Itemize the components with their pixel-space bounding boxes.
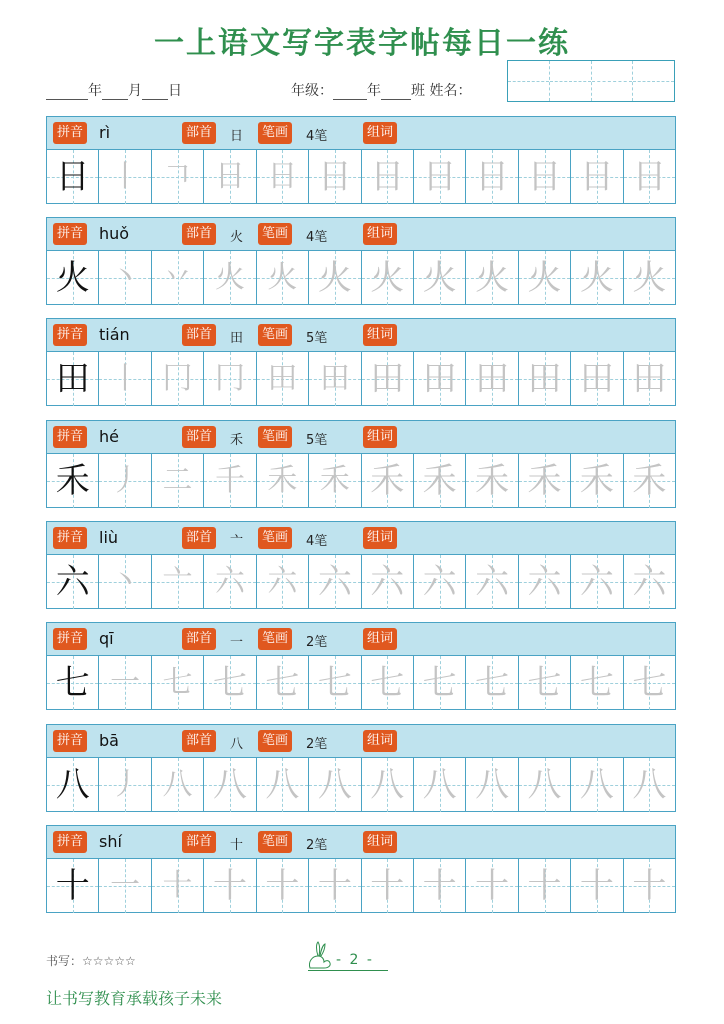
practice-cell[interactable] xyxy=(519,150,571,204)
pinyin-tag: 拼音 xyxy=(53,426,87,448)
practice-cell[interactable] xyxy=(571,859,623,913)
char-info-header xyxy=(47,522,675,555)
practice-cell[interactable] xyxy=(519,859,571,913)
stroke-order-char: 冂 xyxy=(162,361,193,396)
radical-value: 田 xyxy=(230,331,244,346)
stroke-order-char: 𠃍 xyxy=(162,159,193,194)
stroke-order-char: 六 xyxy=(267,564,298,599)
model-char: 七 xyxy=(55,663,90,703)
trace-char: 十 xyxy=(265,866,300,906)
stroke-count-value: 2笔 xyxy=(306,635,328,650)
trace-char: 六 xyxy=(475,562,510,602)
stroke-count-tag: 笔画 xyxy=(258,831,292,853)
trace-char: 禾 xyxy=(632,461,667,501)
pinyin-value: shí xyxy=(99,832,122,851)
practice-cell[interactable] xyxy=(414,859,466,913)
practice-cell[interactable] xyxy=(204,656,256,710)
trace-char: 禾 xyxy=(579,461,614,501)
word-group-tag: 组词 xyxy=(363,426,397,448)
practice-cell[interactable] xyxy=(309,859,361,913)
trace-char: 七 xyxy=(475,663,510,703)
name-writing-box[interactable] xyxy=(507,60,675,102)
practice-cell[interactable] xyxy=(309,758,361,812)
trace-char: 田 xyxy=(422,359,457,399)
grade-label: 年级： xyxy=(291,83,333,99)
practice-cell[interactable] xyxy=(152,758,204,812)
stroke-count-value: 4笔 xyxy=(306,129,328,144)
stroke-count-tag: 笔画 xyxy=(258,223,292,245)
word-group-tag: 组词 xyxy=(363,527,397,549)
practice-cell[interactable] xyxy=(414,656,466,710)
stroke-order-char: 丨 xyxy=(110,361,141,396)
practice-cell[interactable] xyxy=(99,555,151,609)
page-number: - 2 - xyxy=(336,952,374,968)
pinyin-value: qī xyxy=(99,629,114,648)
practice-cell[interactable] xyxy=(362,454,414,508)
practice-cell[interactable] xyxy=(204,251,256,305)
char-section xyxy=(46,116,676,204)
name-cell[interactable] xyxy=(550,61,592,101)
trace-char: 六 xyxy=(527,562,562,602)
model-char-cell xyxy=(47,251,99,305)
pinyin-value: tián xyxy=(99,325,130,344)
practice-cell[interactable] xyxy=(624,150,675,204)
trace-char: 火 xyxy=(317,258,352,298)
practice-cell[interactable] xyxy=(624,251,675,305)
practice-cell[interactable] xyxy=(571,150,623,204)
model-char-cell xyxy=(47,555,99,609)
trace-char: 火 xyxy=(579,258,614,298)
trace-char: 六 xyxy=(317,562,352,602)
trace-char: 七 xyxy=(422,663,457,703)
practice-cell[interactable] xyxy=(99,656,151,710)
word-group-tag: 组词 xyxy=(363,831,397,853)
trace-char: 七 xyxy=(370,663,405,703)
practice-cell[interactable] xyxy=(519,555,571,609)
trace-char: 八 xyxy=(527,765,562,805)
practice-cell[interactable] xyxy=(99,352,151,406)
practice-cell[interactable] xyxy=(257,656,309,710)
writing-grid xyxy=(47,758,675,812)
practice-cell[interactable] xyxy=(362,251,414,305)
trace-char: 火 xyxy=(527,258,562,298)
practice-cell[interactable] xyxy=(519,251,571,305)
stroke-order-char: 丿 xyxy=(110,463,141,498)
char-info-header xyxy=(47,421,675,454)
stroke-count-value: 2笔 xyxy=(306,737,328,752)
practice-cell[interactable] xyxy=(152,352,204,406)
trace-char: 日 xyxy=(370,157,405,197)
writing-grid xyxy=(47,656,675,710)
model-char-cell xyxy=(47,454,99,508)
trace-char: 八 xyxy=(579,765,614,805)
practice-cell[interactable] xyxy=(362,555,414,609)
practice-cell[interactable] xyxy=(571,251,623,305)
trace-char: 八 xyxy=(422,765,457,805)
trace-char: 禾 xyxy=(422,461,457,501)
stroke-order-char: 日 xyxy=(267,159,298,194)
stroke-order-char: 二 xyxy=(162,463,193,498)
practice-cell[interactable] xyxy=(99,758,151,812)
practice-cell[interactable] xyxy=(204,859,256,913)
stroke-order-char: 六 xyxy=(214,564,245,599)
practice-cell[interactable] xyxy=(362,859,414,913)
char-section xyxy=(46,724,676,812)
trace-char: 十 xyxy=(579,866,614,906)
practice-cell[interactable] xyxy=(309,251,361,305)
year-blank[interactable] xyxy=(46,83,88,100)
trace-char: 十 xyxy=(422,866,457,906)
practice-cell[interactable] xyxy=(99,859,151,913)
practice-cell[interactable] xyxy=(466,251,518,305)
word-group-tag: 组词 xyxy=(363,122,397,144)
practice-cell[interactable] xyxy=(152,656,204,710)
name-cell[interactable] xyxy=(633,61,674,101)
trace-char: 七 xyxy=(579,663,614,703)
stroke-count-tag: 笔画 xyxy=(258,628,292,650)
practice-cell[interactable] xyxy=(414,251,466,305)
rabbit-icon xyxy=(304,940,336,970)
practice-cell[interactable] xyxy=(257,555,309,609)
practice-cell[interactable] xyxy=(99,150,151,204)
page-underline xyxy=(308,970,388,971)
stroke-count-tag: 笔画 xyxy=(258,730,292,752)
pinyin-value: liù xyxy=(99,528,119,547)
practice-cell[interactable] xyxy=(362,352,414,406)
trace-char: 八 xyxy=(632,765,667,805)
practice-cell[interactable] xyxy=(152,150,204,204)
practice-cell[interactable] xyxy=(414,150,466,204)
practice-cell[interactable] xyxy=(414,555,466,609)
writing-grid xyxy=(47,859,675,913)
model-char-cell xyxy=(47,656,99,710)
writing-grid xyxy=(47,454,675,508)
stroke-count-value: 4笔 xyxy=(306,534,328,549)
stroke-count-value: 4笔 xyxy=(306,230,328,245)
practice-cell[interactable] xyxy=(309,656,361,710)
stroke-order-char: 丶 xyxy=(110,260,141,295)
trace-char: 火 xyxy=(422,258,457,298)
stroke-order-char: 千 xyxy=(214,463,245,498)
grade-blank[interactable] xyxy=(333,83,367,100)
practice-cell[interactable] xyxy=(571,454,623,508)
pinyin-value: rì xyxy=(99,123,111,142)
model-char: 日 xyxy=(55,157,90,197)
model-char: 八 xyxy=(55,765,90,805)
practice-cell[interactable] xyxy=(571,758,623,812)
pinyin-tag: 拼音 xyxy=(53,223,87,245)
trace-char: 八 xyxy=(370,765,405,805)
stroke-order-char: 丿 xyxy=(110,767,141,802)
practice-cell[interactable] xyxy=(624,859,675,913)
radical-tag: 部首 xyxy=(182,730,216,752)
word-group-tag: 组词 xyxy=(363,223,397,245)
pinyin-value: bā xyxy=(99,731,119,750)
practice-cell[interactable] xyxy=(309,454,361,508)
stroke-order-char: 田 xyxy=(267,361,298,396)
practice-cell[interactable] xyxy=(519,454,571,508)
char-section xyxy=(46,217,676,305)
trace-char: 七 xyxy=(317,663,352,703)
slogan: 让书写教育承载孩子未来 xyxy=(46,989,223,1008)
trace-char: 六 xyxy=(632,562,667,602)
practice-cell[interactable] xyxy=(257,150,309,204)
trace-char: 八 xyxy=(317,765,352,805)
practice-cell[interactable] xyxy=(624,758,675,812)
practice-cell[interactable] xyxy=(152,555,204,609)
practice-cell[interactable] xyxy=(466,352,518,406)
pinyin-tag: 拼音 xyxy=(53,527,87,549)
writing-grid xyxy=(47,251,675,305)
practice-cell[interactable] xyxy=(362,758,414,812)
practice-cell[interactable] xyxy=(519,656,571,710)
char-info-header xyxy=(47,623,675,656)
class-blank[interactable] xyxy=(381,83,411,100)
word-group-tag: 组词 xyxy=(363,730,397,752)
date-fields xyxy=(46,80,182,100)
trace-char: 禾 xyxy=(527,461,562,501)
trace-char: 八 xyxy=(212,765,247,805)
practice-cell[interactable] xyxy=(99,251,151,305)
pinyin-tag: 拼音 xyxy=(53,730,87,752)
practice-cell[interactable] xyxy=(204,758,256,812)
grade-fields xyxy=(291,80,471,100)
practice-cell[interactable] xyxy=(152,859,204,913)
trace-char: 七 xyxy=(212,663,247,703)
day-label: 日 xyxy=(168,83,182,99)
stroke-order-char: 禾 xyxy=(319,463,350,498)
practice-cell[interactable] xyxy=(571,656,623,710)
radical-value: 亠 xyxy=(230,534,244,549)
trace-char: 日 xyxy=(317,157,352,197)
practice-cell[interactable] xyxy=(257,454,309,508)
trace-char: 十 xyxy=(632,866,667,906)
radical-tag: 部首 xyxy=(182,628,216,650)
char-section xyxy=(46,521,676,609)
name-label: 姓名： xyxy=(429,83,472,99)
model-char: 六 xyxy=(55,562,90,602)
trace-char: 田 xyxy=(527,359,562,399)
practice-cell[interactable] xyxy=(362,150,414,204)
page-number-area xyxy=(300,940,390,972)
practice-cell[interactable] xyxy=(414,758,466,812)
practice-cell[interactable] xyxy=(571,555,623,609)
practice-cell[interactable] xyxy=(309,352,361,406)
trace-char: 八 xyxy=(265,765,300,805)
radical-tag: 部首 xyxy=(182,324,216,346)
practice-cell[interactable] xyxy=(257,859,309,913)
radical-tag: 部首 xyxy=(182,527,216,549)
trace-char: 田 xyxy=(579,359,614,399)
stroke-count-value: 5笔 xyxy=(306,331,328,346)
practice-cell[interactable] xyxy=(624,352,675,406)
char-section xyxy=(46,622,676,710)
char-section xyxy=(46,420,676,508)
trace-char: 日 xyxy=(527,157,562,197)
trace-char: 禾 xyxy=(475,461,510,501)
class-label: 班 xyxy=(411,83,425,99)
practice-cell[interactable] xyxy=(204,454,256,508)
trace-char: 禾 xyxy=(370,461,405,501)
radical-value: 日 xyxy=(230,129,244,144)
stroke-order-char: 亠 xyxy=(162,564,193,599)
model-char: 禾 xyxy=(55,461,90,501)
pinyin-tag: 拼音 xyxy=(53,628,87,650)
pinyin-tag: 拼音 xyxy=(53,324,87,346)
rating-stars: 书写：☆☆☆☆☆ xyxy=(46,954,136,968)
model-char-cell xyxy=(47,758,99,812)
day-blank[interactable] xyxy=(142,83,168,100)
trace-char: 六 xyxy=(370,562,405,602)
stroke-order-char: 丶 xyxy=(110,564,141,599)
char-info-header xyxy=(47,319,675,352)
trace-char: 八 xyxy=(475,765,510,805)
practice-cell[interactable] xyxy=(309,150,361,204)
practice-cell[interactable] xyxy=(519,758,571,812)
trace-char: 六 xyxy=(422,562,457,602)
practice-cell[interactable] xyxy=(257,352,309,406)
month-label: 月 xyxy=(128,83,142,99)
radical-tag: 部首 xyxy=(182,122,216,144)
radical-value: 十 xyxy=(230,838,244,853)
pinyin-tag: 拼音 xyxy=(53,122,87,144)
trace-char: 十 xyxy=(527,866,562,906)
practice-cell[interactable] xyxy=(204,150,256,204)
stroke-order-char: 丷 xyxy=(162,260,193,295)
stroke-order-char: 十 xyxy=(162,868,193,903)
trace-char: 田 xyxy=(475,359,510,399)
trace-char: 六 xyxy=(579,562,614,602)
trace-char: 十 xyxy=(370,866,405,906)
practice-cell[interactable] xyxy=(624,454,675,508)
char-info-header xyxy=(47,725,675,758)
practice-cell[interactable] xyxy=(414,352,466,406)
stroke-count-tag: 笔画 xyxy=(258,122,292,144)
model-char-cell xyxy=(47,150,99,204)
trace-char: 田 xyxy=(370,359,405,399)
pinyin-value: hé xyxy=(99,427,119,446)
trace-char: 七 xyxy=(632,663,667,703)
practice-cell[interactable] xyxy=(519,352,571,406)
stroke-count-tag: 笔画 xyxy=(258,426,292,448)
stroke-count-tag: 笔画 xyxy=(258,527,292,549)
trace-char: 日 xyxy=(422,157,457,197)
writing-grid xyxy=(47,555,675,609)
trace-char: 十 xyxy=(317,866,352,906)
trace-char: 日 xyxy=(579,157,614,197)
stroke-order-char: 田 xyxy=(319,361,350,396)
stroke-count-value: 5笔 xyxy=(306,433,328,448)
writing-grid xyxy=(47,352,675,406)
grade-year-label: 年 xyxy=(367,83,381,99)
char-info-header xyxy=(47,117,675,150)
model-char-cell xyxy=(47,859,99,913)
practice-cell[interactable] xyxy=(466,859,518,913)
practice-cell[interactable] xyxy=(152,454,204,508)
char-info-header xyxy=(47,826,675,859)
pinyin-tag: 拼音 xyxy=(53,831,87,853)
practice-cell[interactable] xyxy=(152,251,204,305)
trace-char: 日 xyxy=(632,157,667,197)
practice-cell[interactable] xyxy=(204,352,256,406)
year-label: 年 xyxy=(88,83,102,99)
practice-cell[interactable] xyxy=(99,454,151,508)
trace-char: 日 xyxy=(475,157,510,197)
model-char: 田 xyxy=(55,359,90,399)
practice-cell[interactable] xyxy=(624,555,675,609)
practice-cell[interactable] xyxy=(466,150,518,204)
stroke-count-value: 2笔 xyxy=(306,838,328,853)
name-cell[interactable] xyxy=(508,61,550,101)
practice-cell[interactable] xyxy=(466,555,518,609)
practice-cell[interactable] xyxy=(466,656,518,710)
radical-value: 火 xyxy=(230,230,244,245)
trace-char: 火 xyxy=(475,258,510,298)
trace-char: 火 xyxy=(370,258,405,298)
stroke-order-char: 禾 xyxy=(267,463,298,498)
stroke-order-char: 冂 xyxy=(214,361,245,396)
radical-tag: 部首 xyxy=(182,223,216,245)
stroke-order-char: 火 xyxy=(267,260,298,295)
radical-value: 八 xyxy=(230,737,244,752)
practice-cell[interactable] xyxy=(624,656,675,710)
practice-cell[interactable] xyxy=(257,251,309,305)
practice-cell[interactable] xyxy=(309,555,361,609)
model-char-cell xyxy=(47,352,99,406)
trace-char: 田 xyxy=(632,359,667,399)
practice-cell[interactable] xyxy=(414,454,466,508)
practice-cell[interactable] xyxy=(257,758,309,812)
practice-cell[interactable] xyxy=(466,758,518,812)
stroke-count-tag: 笔画 xyxy=(258,324,292,346)
trace-char: 七 xyxy=(527,663,562,703)
word-group-tag: 组词 xyxy=(363,324,397,346)
practice-cell[interactable] xyxy=(362,656,414,710)
pinyin-value: huǒ xyxy=(99,224,130,243)
radical-tag: 部首 xyxy=(182,426,216,448)
trace-char: 火 xyxy=(632,258,667,298)
stroke-order-char: 一 xyxy=(110,665,141,700)
stroke-order-char: 火 xyxy=(214,260,245,295)
stroke-order-char: 丨 xyxy=(110,159,141,194)
month-blank[interactable] xyxy=(102,83,128,100)
radical-tag: 部首 xyxy=(182,831,216,853)
stroke-order-char: 日 xyxy=(214,159,245,194)
name-cell[interactable] xyxy=(592,61,634,101)
trace-char: 十 xyxy=(475,866,510,906)
model-char: 火 xyxy=(55,258,90,298)
char-info-header xyxy=(47,218,675,251)
practice-cell[interactable] xyxy=(466,454,518,508)
char-section xyxy=(46,825,676,913)
trace-char: 七 xyxy=(265,663,300,703)
stroke-order-char: 七 xyxy=(162,665,193,700)
model-char: 十 xyxy=(55,866,90,906)
stroke-order-char: 一 xyxy=(110,868,141,903)
stroke-order-char: 八 xyxy=(162,767,193,802)
practice-cell[interactable] xyxy=(204,555,256,609)
radical-value: 禾 xyxy=(230,433,244,448)
writing-grid xyxy=(47,150,675,204)
page-title: 一上语文写字表字帖每日一练 xyxy=(154,26,570,61)
radical-value: 一 xyxy=(230,635,244,650)
char-section xyxy=(46,318,676,406)
practice-cell[interactable] xyxy=(571,352,623,406)
word-group-tag: 组词 xyxy=(363,628,397,650)
trace-char: 十 xyxy=(212,866,247,906)
